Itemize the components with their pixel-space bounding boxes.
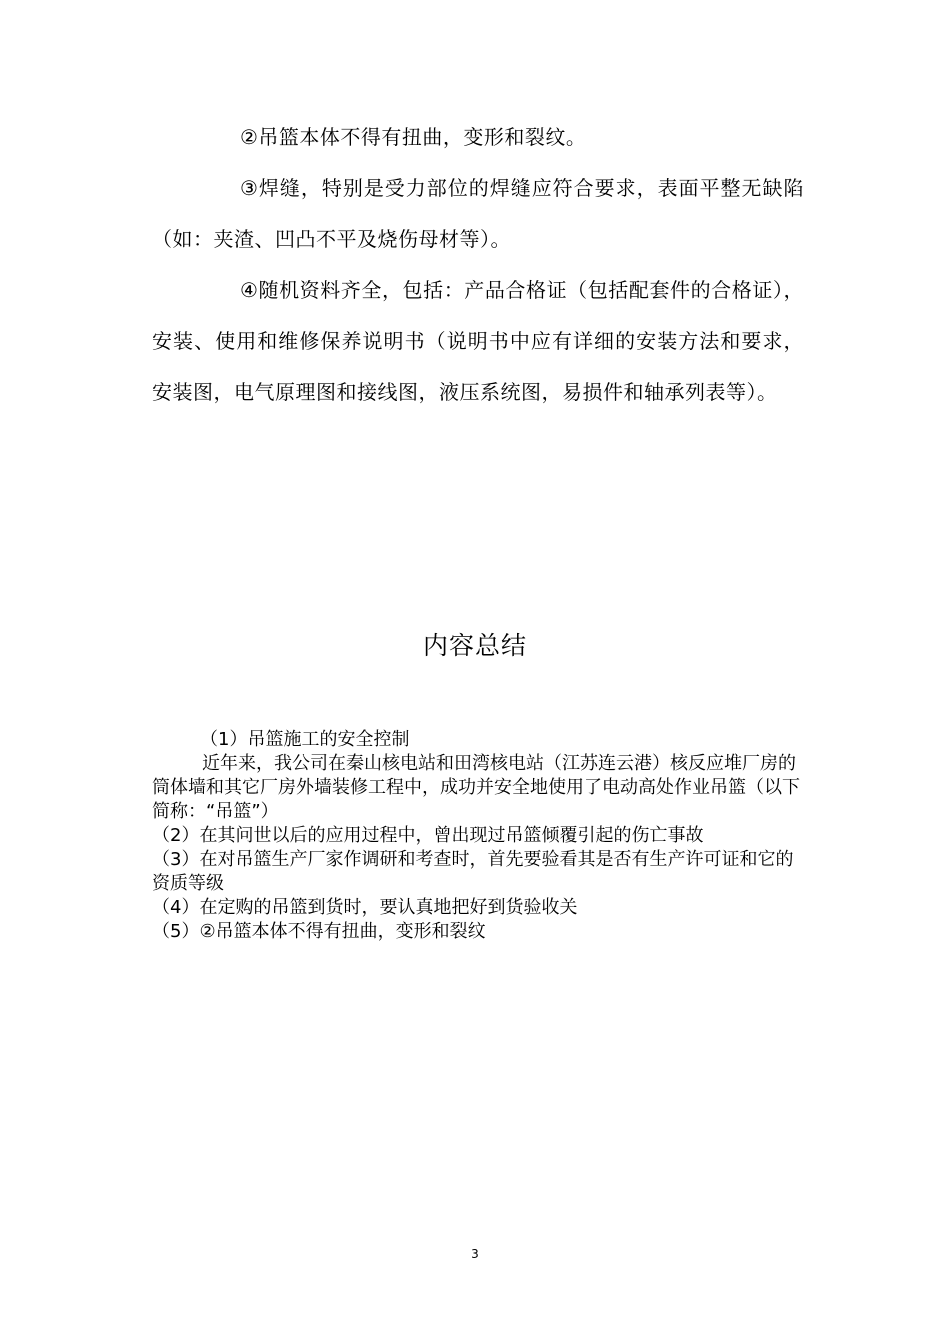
summary-item: （2）在其问世以后的应用过程中，曾出现过吊篮倾覆引起的伤亡事故 — [152, 825, 704, 846]
summary-intro: 近年来，我公司在秦山核电站和田湾核电站（江苏连云港）核反应堆厂房的筒体墙和其它厂房外墙装修工程中，成功并安全地使用了电动高处作业吊篮（以下简称：“吊篮”） — [152, 753, 800, 822]
summary-item: （4）在定购的吊篮到货时，要认真地把好到货验收关 — [152, 897, 578, 918]
summary-item: （5）②吊篮本体不得有扭曲，变形和裂纹 — [152, 921, 486, 942]
summary-title: 内容总结 — [422, 631, 527, 660]
summary-section — [152, 728, 804, 944]
page-number: 3 — [471, 1247, 479, 1261]
summary-item: （3）在对吊篮生产厂家作调研和考查时，首先要验看其是否有生产许可证和它的资质等级 — [152, 849, 794, 894]
paragraph-documentation: ④随机资料齐全，包括：产品合格证（包括配套件的合格证），安装、使用和维修保养说明书（说明书中应有详细的安装方法和要求，安装图，电气原理图和接线图，液压系统图，易损件和轴承列表等）。 — [152, 278, 804, 404]
paragraph-body-integrity: ②吊篮本体不得有扭曲，变形和裂纹。 — [240, 125, 587, 149]
paragraph-weld-requirements: ③焊缝，特别是受力部位的焊缝应符合要求，表面平整无缺陷（如：夹渣、凹凸不平及烧伤母材等）。 — [152, 176, 804, 251]
body-text — [152, 112, 804, 418]
summary-heading: （1）吊篮施工的安全控制 — [200, 729, 410, 750]
